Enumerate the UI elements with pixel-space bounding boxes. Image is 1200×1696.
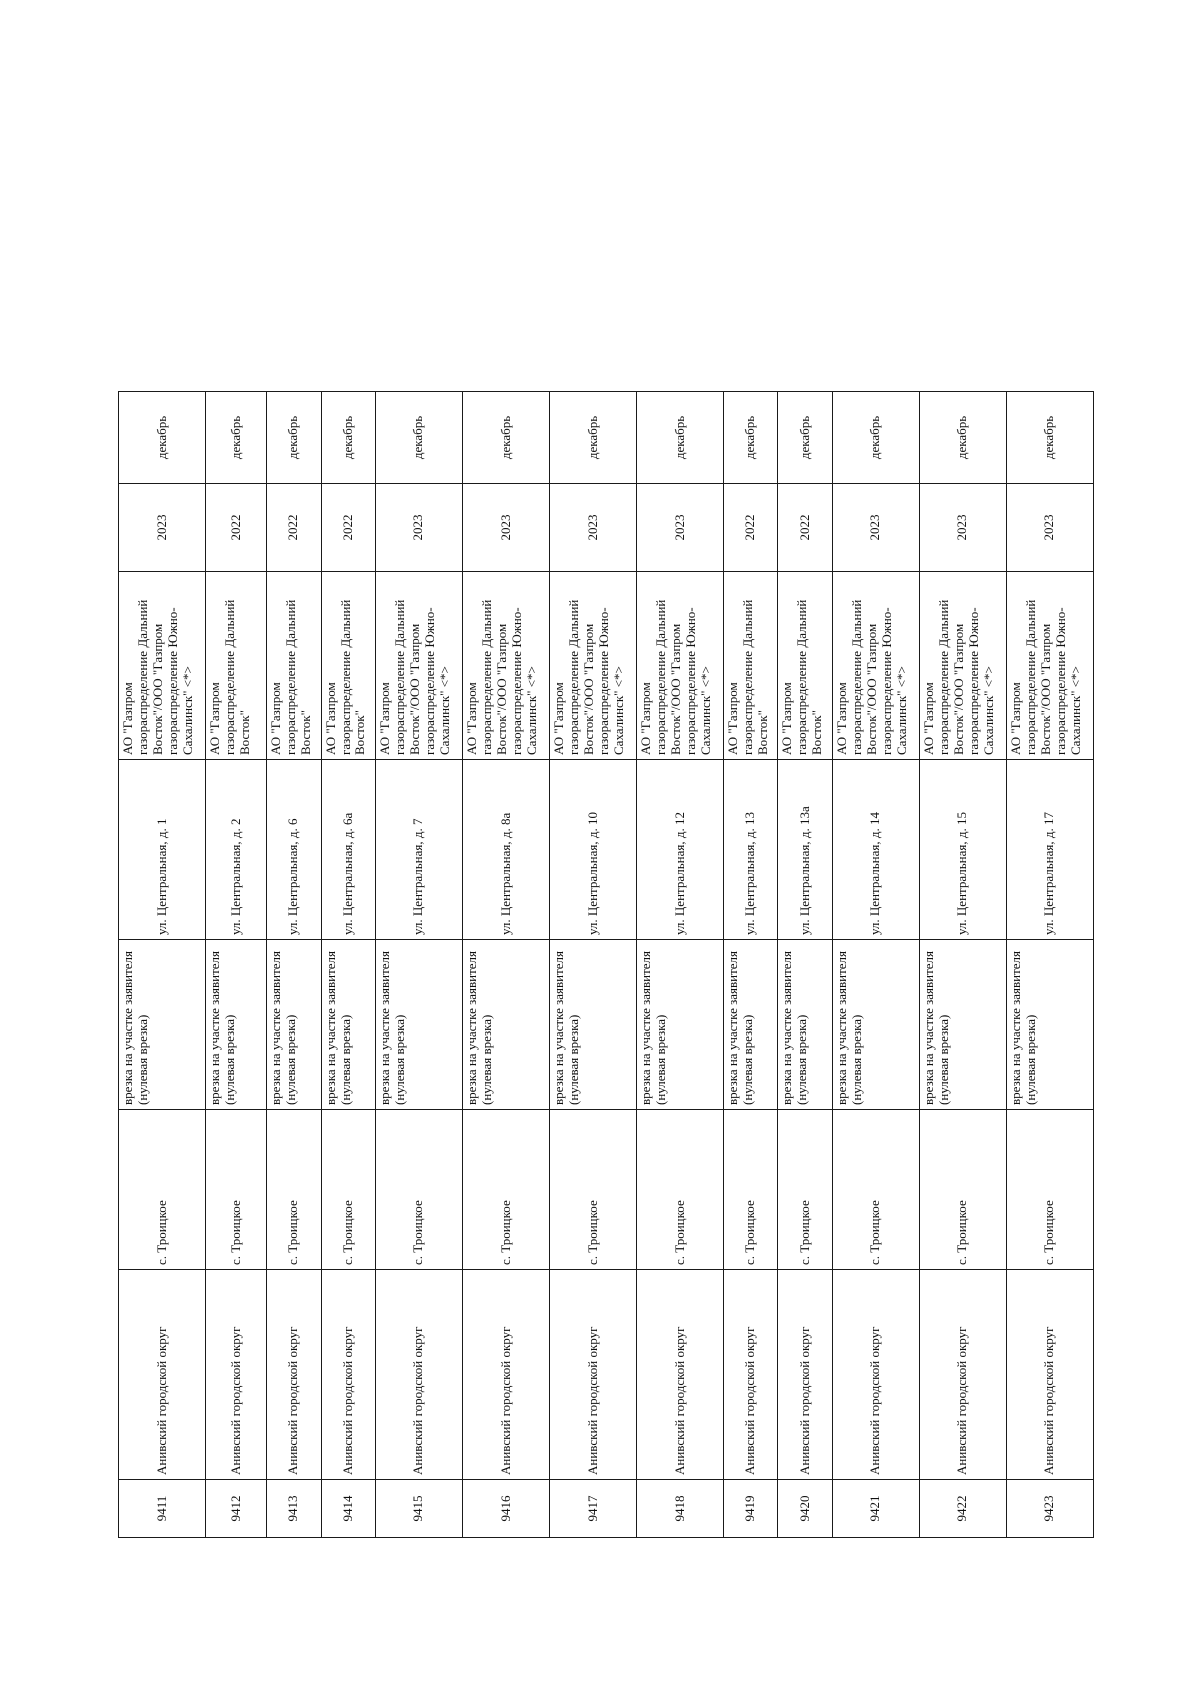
organization-cell: АО "Газпром газораспределение Дальний Восток"/ООО "Газпром газораспределение Южно-Сахалинск" <*> [1006,572,1093,760]
organization-cell: АО "Газпром газораспределение Дальний Восток"/ООО "Газпром газораспределение Южно-Сахалинск" <*> [119,572,206,760]
organization-cell: АО "Газпром газораспределение Дальний Восток"/ООО "Газпром газораспределение Южно-Сахалинск" <*> [375,572,462,760]
row-number-cell: 9417 [549,1480,636,1538]
year-cell: 2023 [549,484,636,572]
row-number-cell: 9416 [462,1480,549,1538]
work-type-cell: врезка на участке заявителя (нулевая врезка) [919,940,1006,1110]
work-type-cell: врезка на участке заявителя (нулевая врезка) [1006,940,1093,1110]
district-cell: Анивский городской округ [724,1270,778,1480]
work-type-cell: врезка на участке заявителя (нулевая врезка) [549,940,636,1110]
address-cell: ул. Центральная, д. 13 [724,760,778,940]
address-cell: ул. Центральная, д. 6а [321,760,375,940]
work-type-cell: врезка на участке заявителя (нулевая врезка) [119,940,206,1110]
table-row [637,392,724,1538]
year-cell: 2023 [637,484,724,572]
district-cell: Анивский городской округ [267,1270,321,1480]
month-cell: декабрь [119,392,206,484]
work-type-cell: врезка на участке заявителя (нулевая врезка) [778,940,832,1110]
month-cell: декабрь [375,392,462,484]
address-cell: ул. Центральная, д. 13а [778,760,832,940]
district-cell: Анивский городской округ [778,1270,832,1480]
address-cell: ул. Центральная, д. 10 [549,760,636,940]
organization-cell: АО "Газпром газораспределение Дальний Восток"/ООО "Газпром газораспределение Южно-Сахалинск" <*> [462,572,549,760]
table-body [119,392,1094,1538]
district-cell: Анивский городской округ [321,1270,375,1480]
month-cell: декабрь [462,392,549,484]
year-cell: 2022 [778,484,832,572]
row-number-cell: 9415 [375,1480,462,1538]
month-cell: декабрь [321,392,375,484]
locality-cell: с. Троицкое [206,1110,267,1270]
month-cell: декабрь [724,392,778,484]
month-cell: декабрь [267,392,321,484]
locality-cell: с. Троицкое [832,1110,919,1270]
row-number-cell: 9414 [321,1480,375,1538]
row-number-cell: 9418 [637,1480,724,1538]
district-cell: Анивский городской округ [637,1270,724,1480]
month-cell: декабрь [919,392,1006,484]
work-type-cell: врезка на участке заявителя (нулевая врезка) [206,940,267,1110]
table-row [321,392,375,1538]
table-row [832,392,919,1538]
address-cell: ул. Центральная, д. 6 [267,760,321,940]
locality-cell: с. Троицкое [267,1110,321,1270]
table-row [206,392,267,1538]
locality-cell: с. Троицкое [724,1110,778,1270]
organization-cell: АО "Газпром газораспределение Дальний Восток" [321,572,375,760]
organization-cell: АО "Газпром газораспределение Дальний Восток" [778,572,832,760]
address-cell: ул. Центральная, д. 1 [119,760,206,940]
address-cell: ул. Центральная, д. 17 [1006,760,1093,940]
year-cell: 2023 [462,484,549,572]
district-cell: Анивский городской округ [919,1270,1006,1480]
table-row [1006,392,1093,1538]
table-row [549,392,636,1538]
work-type-cell: врезка на участке заявителя (нулевая врезка) [832,940,919,1110]
month-cell: декабрь [637,392,724,484]
district-cell: Анивский городской округ [375,1270,462,1480]
district-cell: Анивский городской округ [206,1270,267,1480]
year-cell: 2022 [206,484,267,572]
address-cell: ул. Центральная, д. 2 [206,760,267,940]
table-row [778,392,832,1538]
district-cell: Анивский городской округ [1006,1270,1093,1480]
year-cell: 2023 [375,484,462,572]
work-type-cell: врезка на участке заявителя (нулевая врезка) [724,940,778,1110]
address-cell: ул. Центральная, д. 8а [462,760,549,940]
month-cell: декабрь [206,392,267,484]
row-number-cell: 9420 [778,1480,832,1538]
row-number-cell: 9412 [206,1480,267,1538]
address-cell: ул. Центральная, д. 7 [375,760,462,940]
table-row [724,392,778,1538]
work-type-cell: врезка на участке заявителя (нулевая врезка) [462,940,549,1110]
locality-cell: с. Троицкое [919,1110,1006,1270]
year-cell: 2023 [1006,484,1093,572]
table-row [919,392,1006,1538]
table-row [375,392,462,1538]
organization-cell: АО "Газпром газораспределение Дальний Восток" [206,572,267,760]
organization-cell: АО "Газпром газораспределение Дальний Восток" [267,572,321,760]
organization-cell: АО "Газпром газораспределение Дальний Восток"/ООО "Газпром газораспределение Южно-Сахалинск" <*> [549,572,636,760]
work-type-cell: врезка на участке заявителя (нулевая врезка) [267,940,321,1110]
locality-cell: с. Троицкое [549,1110,636,1270]
organization-cell: АО "Газпром газораспределение Дальний Восток"/ООО "Газпром газораспределение Южно-Сахалинск" <*> [637,572,724,760]
district-cell: Анивский городской округ [119,1270,206,1480]
row-number-cell: 9421 [832,1480,919,1538]
district-cell: Анивский городской округ [549,1270,636,1480]
district-cell: Анивский городской округ [462,1270,549,1480]
rotated-table-sheet [118,392,1094,1538]
address-cell: ул. Центральная, д. 15 [919,760,1006,940]
year-cell: 2023 [919,484,1006,572]
year-cell: 2023 [832,484,919,572]
locality-cell: с. Троицкое [778,1110,832,1270]
row-number-cell: 9411 [119,1480,206,1538]
work-type-cell: врезка на участке заявителя (нулевая врезка) [637,940,724,1110]
row-number-cell: 9423 [1006,1480,1093,1538]
month-cell: декабрь [832,392,919,484]
organization-cell: АО "Газпром газораспределение Дальний Восток" [724,572,778,760]
year-cell: 2022 [267,484,321,572]
year-cell: 2023 [119,484,206,572]
year-cell: 2022 [724,484,778,572]
gas-connection-table [118,391,1094,1538]
locality-cell: с. Троицкое [375,1110,462,1270]
locality-cell: с. Троицкое [321,1110,375,1270]
organization-cell: АО "Газпром газораспределение Дальний Восток"/ООО "Газпром газораспределение Южно-Сахалинск" <*> [919,572,1006,760]
locality-cell: с. Троицкое [462,1110,549,1270]
district-cell: Анивский городской округ [832,1270,919,1480]
address-cell: ул. Центральная, д. 12 [637,760,724,940]
row-number-cell: 9419 [724,1480,778,1538]
table-row [462,392,549,1538]
month-cell: декабрь [1006,392,1093,484]
row-number-cell: 9413 [267,1480,321,1538]
year-cell: 2022 [321,484,375,572]
month-cell: декабрь [549,392,636,484]
locality-cell: с. Троицкое [637,1110,724,1270]
work-type-cell: врезка на участке заявителя (нулевая врезка) [375,940,462,1110]
table-row [119,392,206,1538]
month-cell: декабрь [778,392,832,484]
table-row [267,392,321,1538]
locality-cell: с. Троицкое [1006,1110,1093,1270]
organization-cell: АО "Газпром газораспределение Дальний Восток"/ООО "Газпром газораспределение Южно-Сахалинск" <*> [832,572,919,760]
work-type-cell: врезка на участке заявителя (нулевая врезка) [321,940,375,1110]
address-cell: ул. Центральная, д. 14 [832,760,919,940]
rotated-table-frame [118,392,1094,1538]
locality-cell: с. Троицкое [119,1110,206,1270]
row-number-cell: 9422 [919,1480,1006,1538]
